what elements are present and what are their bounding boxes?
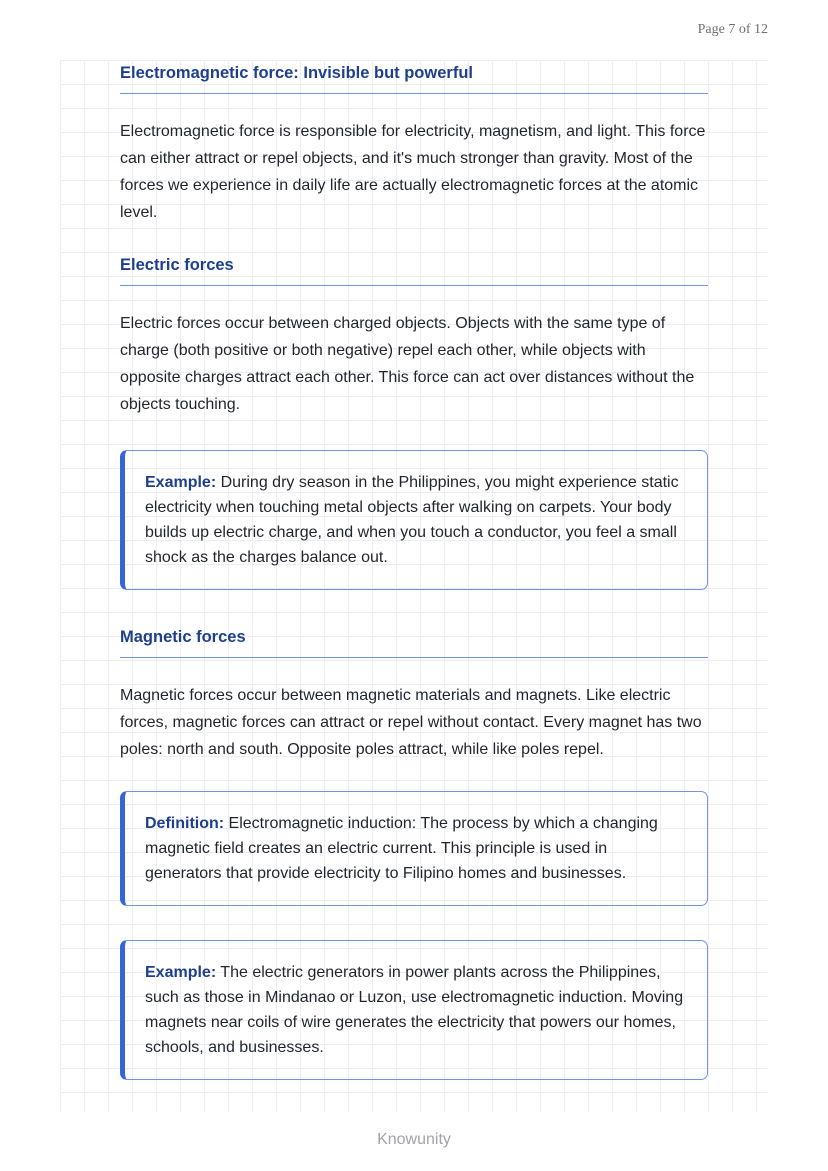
paragraph-electromagnetic: Electromagnetic force is responsible for electricity, magnetism, and light. This force can either attract or repel objects, and it's much stronger than gravity. Most of the forces we experience in daily life are actually electromagnetic forces at the atomic level. — [120, 123, 706, 221]
paragraph-magnetic: Magnetic forces occur between magnetic materials and magnets. Like electric forces, magnetic forces can attract or repel without contact. Every magnet has two poles: north and south. Opposite poles attract, while like poles repel. — [120, 687, 702, 758]
callout-lead: Definition: — [145, 815, 225, 832]
callout-text: The electric generators in power plants across the Philippines, such as those in Mindanao or Luzon, use electromagnetic induction. Moving magnets near coils of wire generates the electricity that powers our homes, schools, and businesses. — [145, 964, 684, 1056]
definition-callout-induction — [120, 791, 708, 906]
callout-text: During dry season in the Philippines, you might experience static electricity when touching metal objects after walking on carpets. Your body builds up electric charge, and when you touch a conductor, you feel a small shock as the charges balance out. — [145, 474, 679, 566]
example-callout-generators — [120, 940, 708, 1080]
callout-text: Electromagnetic induction: The process by which a changing magnetic field creates an electric current. This principle is used in generators that provide electricity to Filipino homes and businesses. — [145, 815, 658, 882]
footer-brand: Knowunity — [377, 1131, 451, 1148]
section-heading-electromagnetic: Electromagnetic force: Invisible but powerful — [120, 60, 708, 94]
section-heading-electric: Electric forces — [120, 252, 708, 286]
callout-lead: Example: — [145, 474, 217, 491]
callout-lead: Example: — [145, 964, 217, 981]
paragraph-electric: Electric forces occur between charged objects. Objects with the same type of charge (both positive or both negative) repel each other, while objects with opposite charges attract each other. This force can act over distances without the objects touching. — [120, 315, 695, 413]
document-content — [120, 60, 708, 1114]
page-number: Page 7 of 12 — [697, 22, 768, 37]
section-heading-magnetic: Magnetic forces — [120, 624, 708, 658]
example-callout-static — [120, 450, 708, 590]
